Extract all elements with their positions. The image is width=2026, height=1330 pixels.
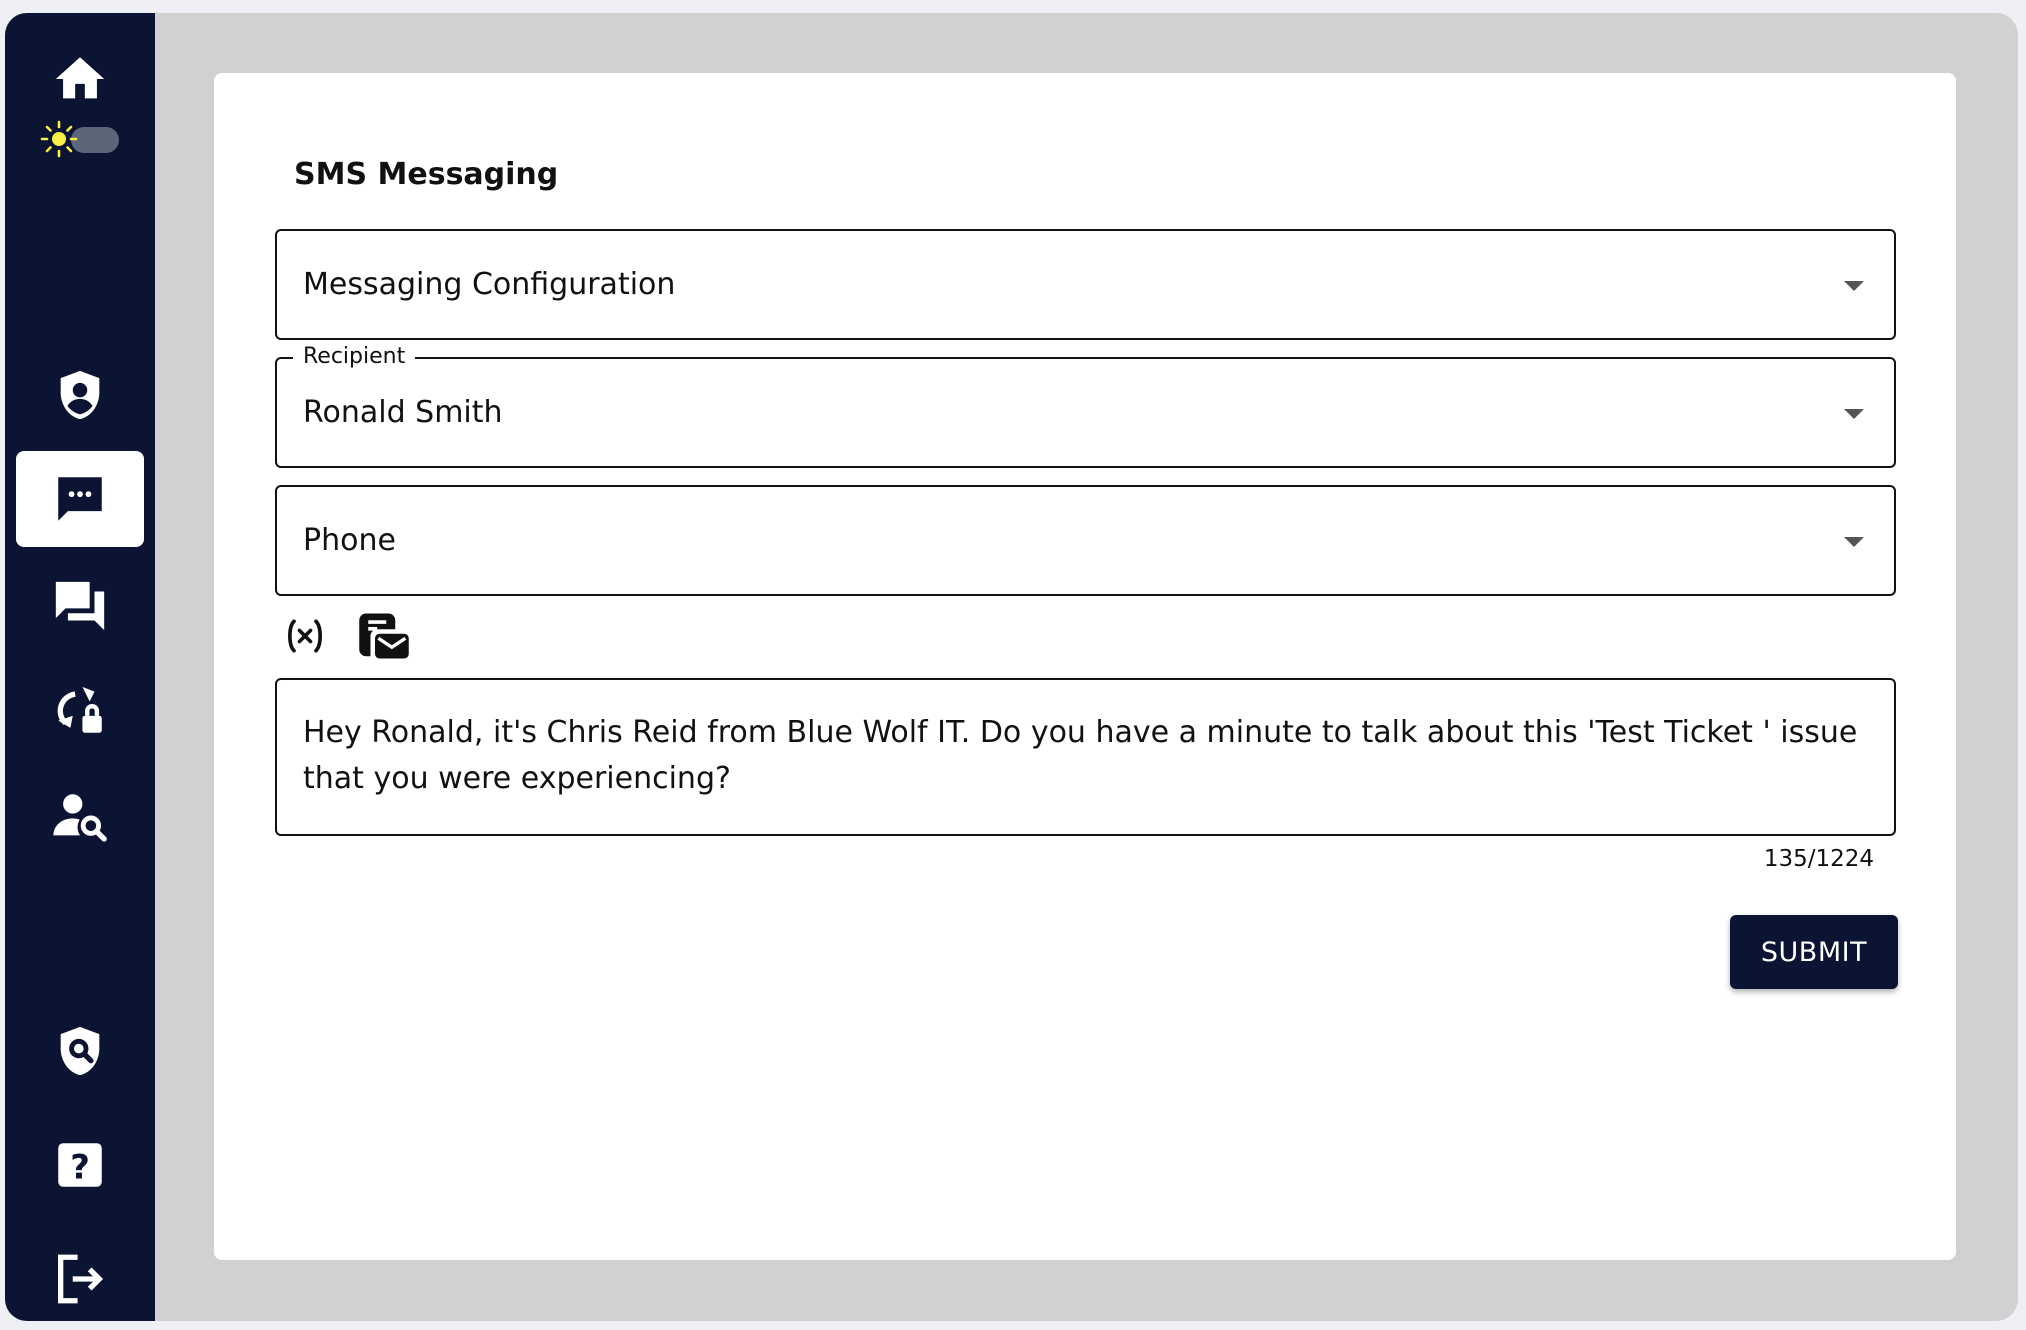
theme-toggle[interactable] bbox=[39, 119, 121, 159]
configuration-value: Messaging Configuration bbox=[303, 267, 676, 302]
chevron-down-icon bbox=[1844, 281, 1864, 291]
chevron-down-icon bbox=[1844, 409, 1864, 419]
chevron-down-icon bbox=[1844, 537, 1864, 547]
forum-icon[interactable] bbox=[16, 558, 144, 654]
sms-chat-icon[interactable] bbox=[16, 451, 144, 547]
message-textarea[interactable] bbox=[275, 678, 1896, 836]
variable-icon[interactable] bbox=[283, 614, 327, 658]
password-reset-icon[interactable] bbox=[16, 663, 144, 759]
svg-text:?: ? bbox=[70, 1147, 90, 1187]
shield-search-icon[interactable] bbox=[16, 1003, 144, 1099]
help-icon[interactable] bbox=[16, 1117, 144, 1213]
app-frame bbox=[5, 13, 2018, 1321]
character-counter: 135/1224 bbox=[1763, 846, 1874, 872]
shield-user-icon[interactable] bbox=[16, 347, 144, 443]
submit-button[interactable]: SUBMIT bbox=[1730, 915, 1898, 989]
recipient-select[interactable] bbox=[275, 344, 1896, 468]
configuration-select[interactable] bbox=[275, 229, 1896, 340]
phone-select[interactable] bbox=[275, 485, 1896, 596]
home-icon[interactable] bbox=[16, 31, 144, 127]
recipient-value: Ronald Smith bbox=[303, 395, 503, 430]
sun-icon bbox=[39, 119, 79, 159]
template-icon[interactable] bbox=[357, 609, 411, 663]
recipient-label: Recipient bbox=[293, 344, 415, 370]
page-title: SMS Messaging bbox=[294, 157, 559, 192]
logout-icon[interactable] bbox=[16, 1231, 144, 1321]
user-search-icon[interactable] bbox=[16, 768, 144, 864]
phone-value: Phone bbox=[303, 523, 396, 558]
sms-form-card bbox=[214, 73, 1956, 1260]
sidebar bbox=[5, 13, 155, 1321]
